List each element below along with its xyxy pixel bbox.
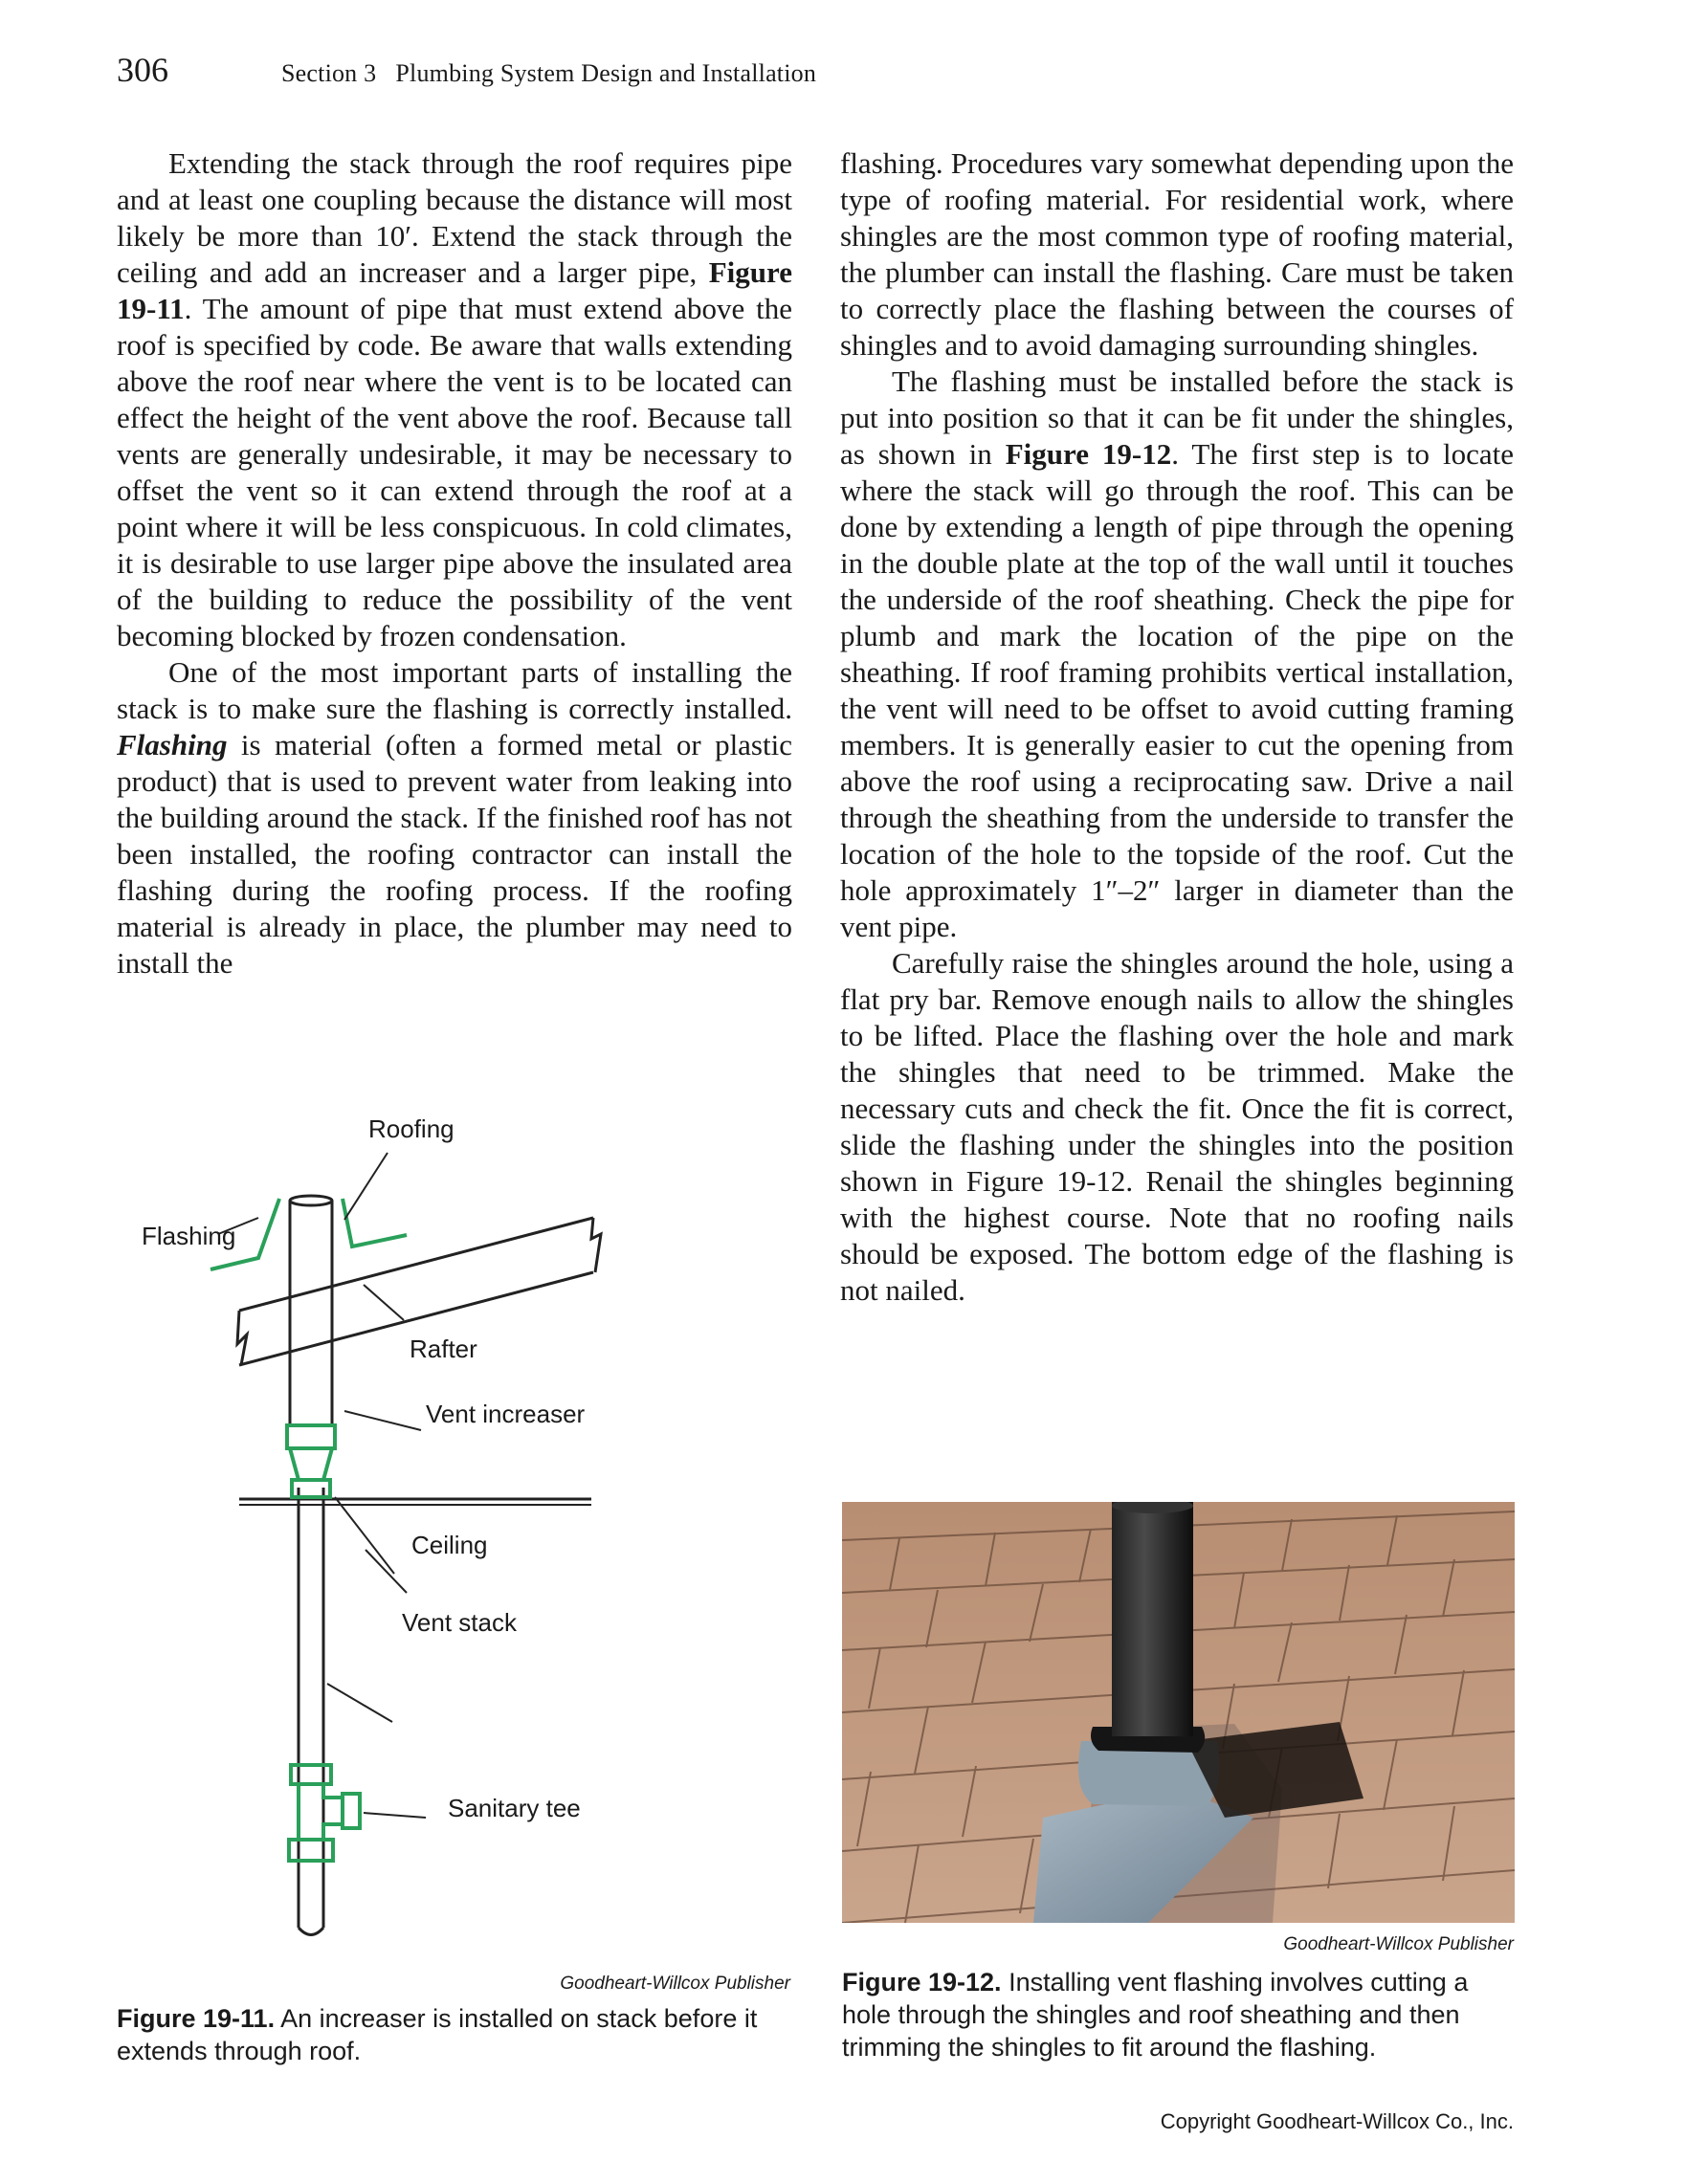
- caption-text: An increaser is installed on stack before it extends through roof.: [117, 2004, 758, 2065]
- label-sanitary-tee: Sanitary tee: [448, 1794, 581, 1822]
- left-column: [117, 145, 792, 982]
- figure-19-12-caption: [842, 1966, 1516, 2063]
- figure-19-11-diagram: [142, 1114, 727, 1966]
- text-run: . The amount of pipe that must extend above the roof is specified by code. Be aware that walls extending above the roof near where the vent is to be located can effect the height of the vent above the roof. Because tall vents are generally undesirable, it may be necessary to offset the vent so it can extend through the roof at a point where it will be less conspicuous. In cold climates, it is desirable to use larger pipe above the insulated area of the building to reduce the possibility of the vent becoming blocked by frozen condensation.: [117, 292, 792, 652]
- label-vent-increaser: Vent increaser: [426, 1400, 586, 1428]
- label-ceiling: Ceiling: [411, 1531, 488, 1559]
- right-column: [840, 145, 1514, 1309]
- paragraph: [117, 145, 792, 654]
- caption-number: Figure 19-12.: [842, 1968, 1002, 1996]
- label-rafter: Rafter: [410, 1335, 477, 1363]
- caption-text: Installing vent flashing involves cutting a hole through the shingles and roof sheathing and then trimming the shingles to fit around the flashing.: [842, 1968, 1469, 2062]
- page-number: 306: [117, 51, 168, 89]
- figure-reference: Figure 19-11: [117, 255, 792, 325]
- paragraph: [117, 654, 792, 982]
- paragraph: [840, 364, 1514, 945]
- text-run: . The first step is to locate where the stack will go through the roof. This can be done by extending a length of pipe through the opening in the double plate at the top of the wall until it touches the underside of the roof sheathing. Check the pipe for plumb and mark the location of the pipe on the sheathing. If roof framing prohibits vertical installation, the vent will need to be offset to avoid cutting framing members. It is generally easier to cut the opening from above the roof using a reciprocating saw. Drive a nail through the sheathing from the underside to transfer the location of the hole to the topside of the roof. Cut the hole approximately 1″–2″ larger in diameter than the vent pipe.: [840, 437, 1514, 943]
- copyright-notice: Copyright Goodheart-Willcox Co., Inc.: [1160, 2109, 1514, 2133]
- figure-19-12-photo: [842, 1502, 1515, 1923]
- roof-vent-photo: [842, 1502, 1515, 1923]
- text-run: is material (often a formed metal or plastic product) that is used to prevent water from leaking into the building around the stack. If the finished roof has not been installed, the roofing contractor can install the flashing during the roofing process. If the roofing material is already in place, the plumber may need to install the: [117, 728, 792, 980]
- caption-number: Figure 19-11.: [117, 2004, 276, 2033]
- text-run: The flashing must be installed before the stack is put into position so that it can be fit under the shingles, as shown in: [840, 364, 1514, 471]
- figure-19-12-credit: Goodheart-Willcox Publisher: [1283, 1934, 1514, 1954]
- paragraph: Carefully raise the shingles around the hole, using a flat pry bar. Remove enough nails to allow the shingles to be lifted. Place the flashing over the hole and mark the shingles that need to be trimmed. Make the necessary cuts and check the fit. Once the fit is correct, slide the flashing under the shingles into the position shown in Figure 19-12. Renail the shingles beginning with the highest course. Note that no roofing nails should be exposed. The bottom edge of the flashing is not nailed.: [840, 946, 1514, 1307]
- label-roofing: Roofing: [368, 1114, 454, 1143]
- figure-19-11-credit: Goodheart-Willcox Publisher: [560, 1974, 790, 1994]
- page-header: [117, 50, 1514, 98]
- key-term: Flashing: [117, 728, 228, 761]
- text-run: Extending the stack through the roof requires pipe and at least one coupling because the distance will most likely be more than 10′. Extend the stack through the ceiling and add an increaser and a larger pipe,: [117, 146, 792, 289]
- paragraph: flashing. Procedures vary somewhat depending upon the type of roofing material. For residential work, where shingles are the most common type of roofing material, the plumber can install the flashing. Care must be taken to correctly place the flashing between the courses of shingles and to avoid damaging surrounding shingles.: [840, 146, 1514, 362]
- running-head: Section 3 Plumbing System Design and Installation: [281, 59, 817, 87]
- figure-reference: Figure 19-12: [1005, 437, 1172, 471]
- label-vent-stack: Vent stack: [402, 1608, 517, 1637]
- figure-19-11-caption: [117, 2002, 792, 2067]
- label-flashing: Flashing: [142, 1222, 236, 1250]
- text-run: One of the most important parts of installing the stack is to make sure the flashing is correctly installed.: [117, 655, 792, 725]
